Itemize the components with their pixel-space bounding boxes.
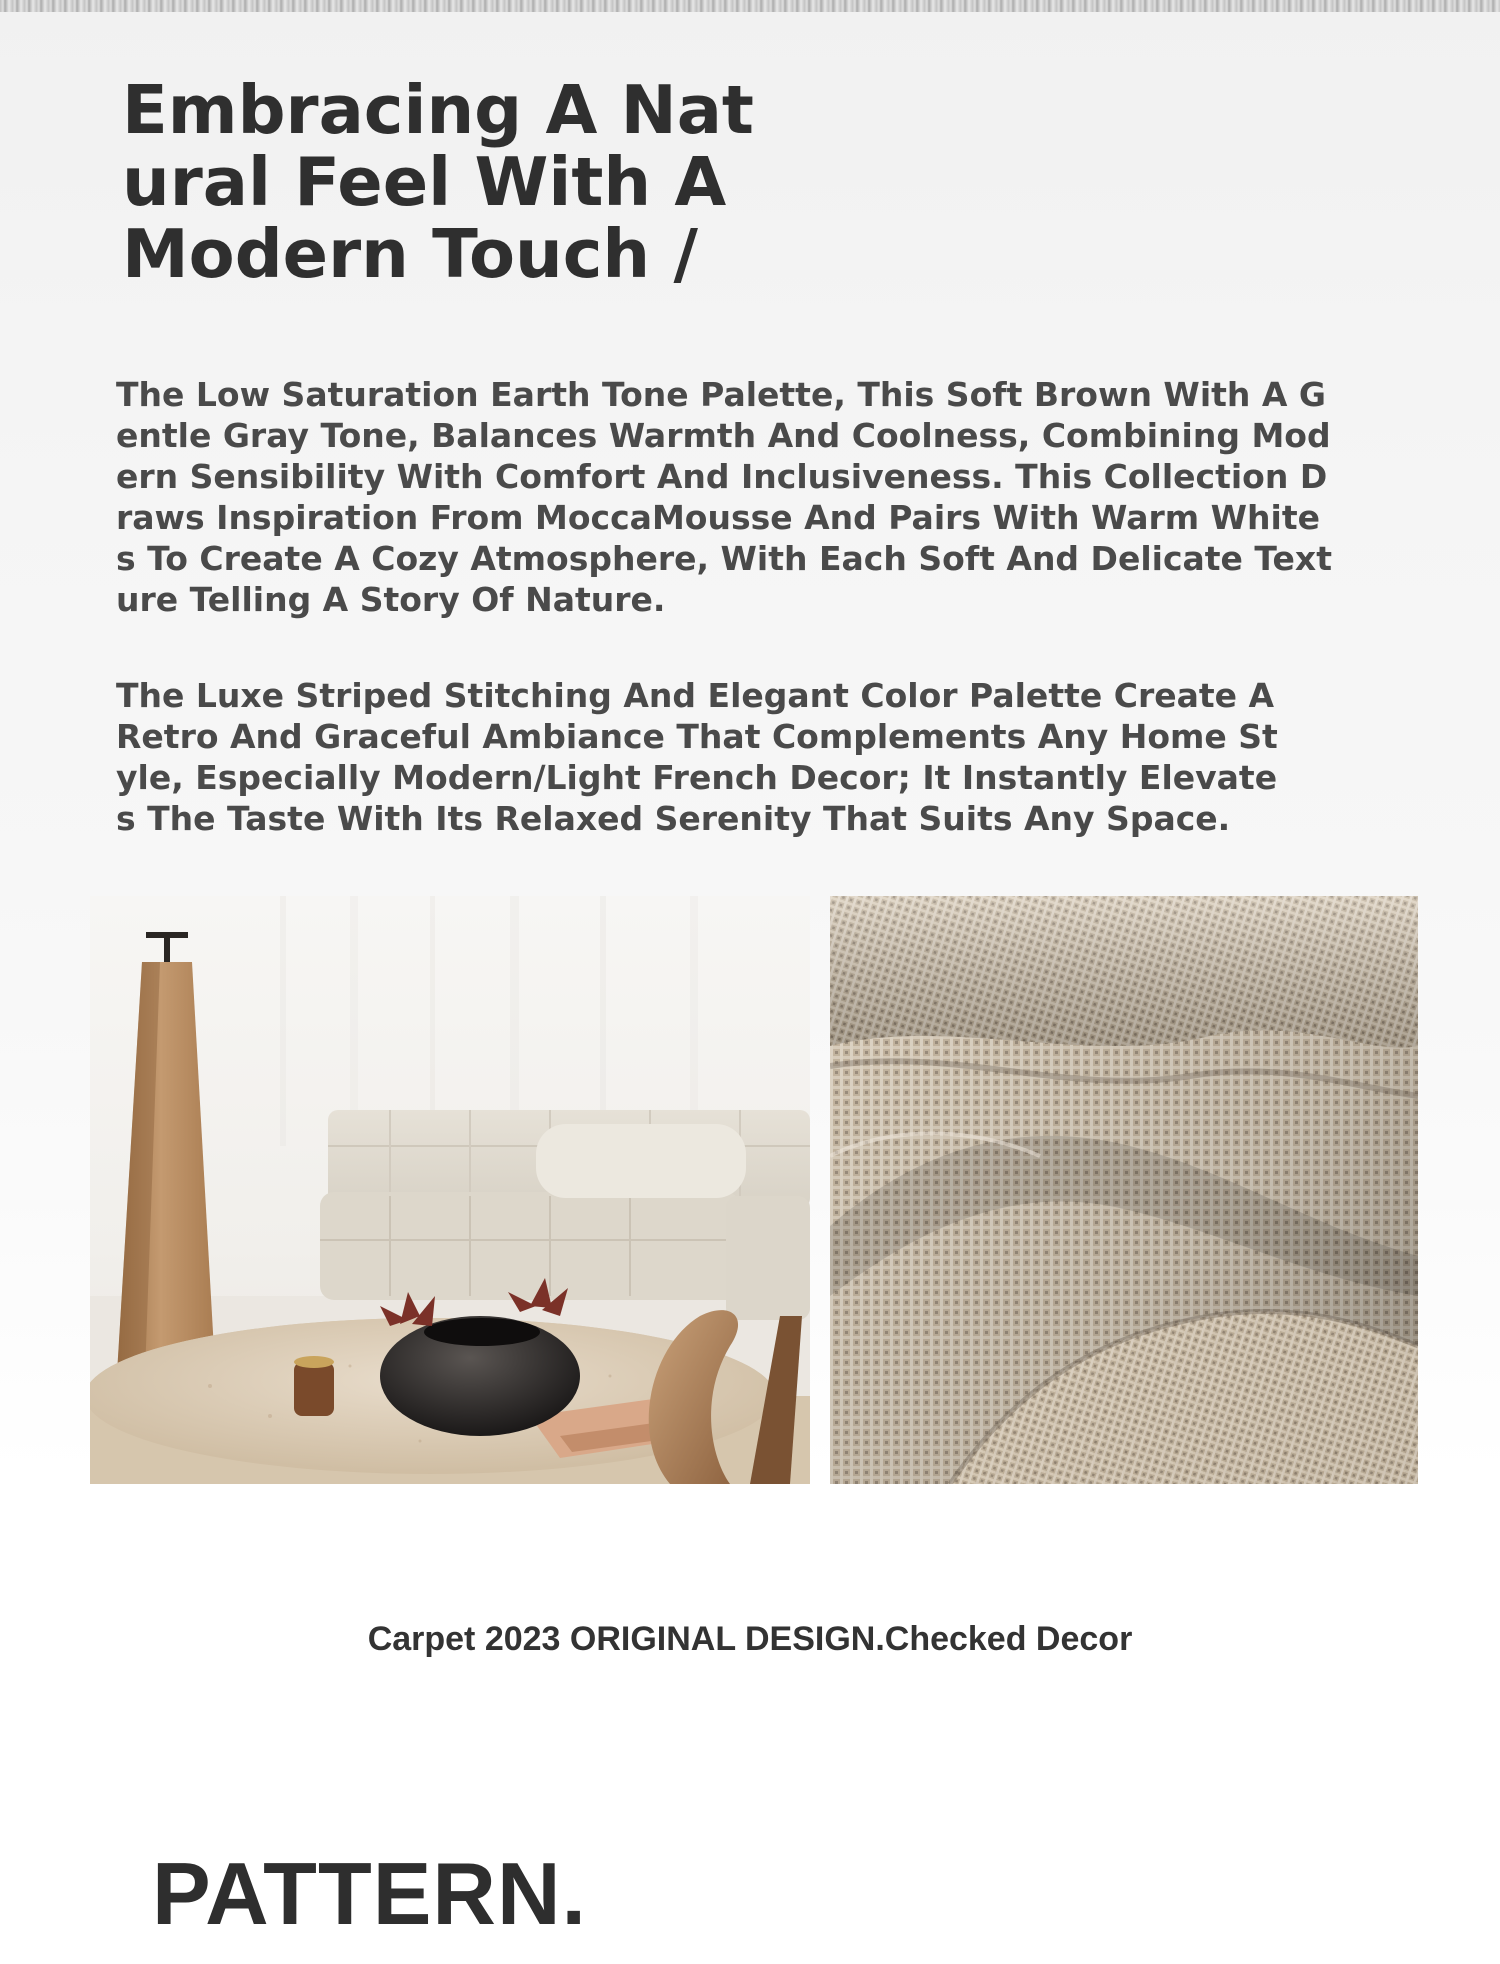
paragraph-line: ure Telling A Story Of Nature. (116, 580, 666, 619)
living-room-illustration (90, 896, 810, 1484)
brand-wordmark: PATTERN. (152, 1844, 587, 1943)
description-paragraph-1 (116, 374, 1356, 620)
title-line: ural Feel With A (122, 143, 727, 221)
paragraph-line: ern Sensibility With Comfort And Inclusiveness. This Collection D (116, 457, 1328, 496)
title-line: Embracing A Nat (122, 71, 754, 149)
page-title (122, 71, 762, 293)
paragraph-line: The Low Saturation Earth Tone Palette, This Soft Brown With A G (116, 375, 1327, 414)
paragraph-line: entle Gray Tone, Balances Warmth And Coolness, Combining Mod (116, 416, 1331, 455)
paragraph-line: raws Inspiration From MoccaMousse And Pairs With Warm White (116, 498, 1321, 537)
paragraph-line: The Luxe Striped Stitching And Elegant Color Palette Create A (116, 676, 1275, 715)
paragraph-line: Retro And Graceful Ambiance That Complements Any Home St (116, 717, 1278, 756)
living-room-photo (90, 896, 810, 1484)
paragraph-line: s To Create A Cozy Atmosphere, With Each Soft And Delicate Text (116, 539, 1332, 578)
burlap-fabric-photo (830, 896, 1418, 1484)
paragraph-line: yle, Especially Modern/Light French Decor; It Instantly Elevate (116, 758, 1278, 797)
title-line: Modern Touch / (122, 215, 698, 293)
paragraph-line: s The Taste With Its Relaxed Serenity That Suits Any Space. (116, 799, 1231, 838)
description-paragraph-2 (116, 675, 1356, 839)
torn-top-edge (0, 0, 1500, 12)
burlap-illustration (830, 896, 1418, 1484)
caption: Carpet 2023 ORIGINAL DESIGN.Checked Decor (367, 1620, 1133, 1658)
